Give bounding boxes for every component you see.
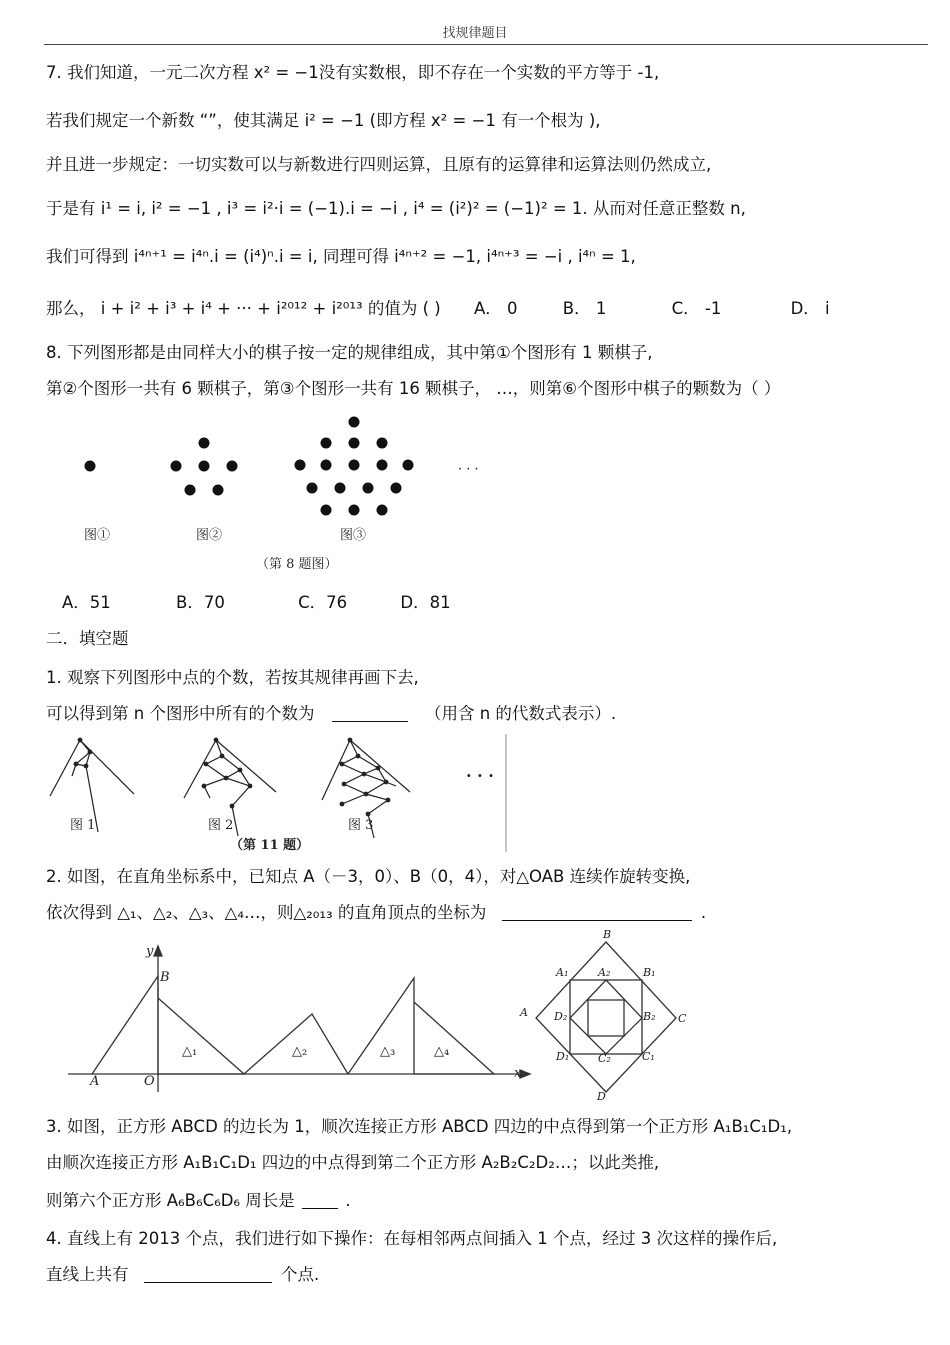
graph-label-t3: △₃ [380, 1044, 396, 1059]
graph-label-y: y [146, 944, 154, 959]
sq-label-d: D [597, 1090, 606, 1103]
chess-piece [321, 460, 332, 471]
graph-label-b: B [160, 970, 170, 985]
f1-fig-label-1: 图 1 [70, 818, 96, 833]
f1-figure-caption: （第 11 题） [230, 838, 310, 853]
sq-label-a2: A₂ [598, 966, 611, 979]
chess-piece [377, 460, 388, 471]
q8-ellipsis: · · · [458, 462, 479, 477]
page-header-title: 找规律题目 [442, 26, 508, 41]
triangle-4 [414, 1002, 494, 1074]
q8-line-1: 8. 下列图形都是由同样大小的棋子按一定的规律组成，其中第①个图形有 1 颗棋子, [46, 343, 653, 362]
f2-line-2-text: 依次得到 △₁、△₂、△₃、△₄…，则△₂₀₁₃ 的直角顶点的坐标为 [46, 903, 487, 922]
chess-piece [185, 485, 196, 496]
f3-line-1: 3. 如图，正方形 ABCD 的边长为 1，顺次连接正方形 ABCD 四边的中点得到第一个正方形 A₁B₁C₁D₁, [46, 1117, 793, 1136]
sq-label-b: B [603, 928, 612, 941]
sq-label-a1: A₁ [556, 966, 569, 979]
q8-option-a: A．51 [62, 593, 111, 612]
sq-label-c: C [678, 1012, 687, 1025]
sq-label-b1: B₁ [643, 966, 656, 979]
triangle-oab [92, 976, 158, 1074]
chess-piece [85, 461, 96, 472]
f3-line-3 [46, 1190, 351, 1212]
chess-piece [349, 417, 360, 428]
chess-piece [403, 460, 414, 471]
sq-label-c2: C₂ [598, 1052, 611, 1065]
chess-piece [377, 505, 388, 516]
q8-option-b: B．70 [176, 593, 225, 612]
f2-rotation-graph [66, 946, 536, 1096]
f2-line-2 [46, 902, 706, 924]
f2-line-1: 2. 如图，在直角坐标系中，已知点 A（－3，0）、B（0，4），对△OAB 连续作旋转变换, [46, 867, 691, 886]
f4-line-2-text: 直线上共有 [46, 1265, 129, 1284]
square-a2b2c2d2 [570, 980, 642, 1054]
chess-piece [391, 483, 402, 494]
f1-line-2-end: （用含 n 的代数式表示）. [424, 704, 617, 723]
f4-line-2-end: 个点. [281, 1265, 320, 1284]
chess-piece [227, 461, 238, 472]
q8-option-c: C．76 [298, 593, 348, 612]
graph-label-t2: △₂ [292, 1044, 308, 1059]
sq-label-c1: C₁ [642, 1050, 655, 1063]
f1-fig-label-3: 图 3 [348, 818, 374, 833]
q7-option-b: B． 1 [562, 299, 607, 318]
q7-option-c: C． -1 [671, 299, 722, 318]
f3-line-3-text: 则第六个正方形 A₆B₆C₆D₆ 周长是 [46, 1191, 295, 1210]
chess-piece [363, 483, 374, 494]
f1-line-2 [46, 703, 616, 725]
q7-line-6 [46, 298, 830, 320]
sq-label-d1: D₁ [556, 1050, 570, 1063]
f1-line-1: 1. 观察下列图形中点的个数，若按其规律再画下去, [46, 668, 419, 687]
chess-piece [295, 460, 306, 471]
chess-piece [213, 485, 224, 496]
f4-line-1: 4. 直线上有 2013 个点，我们进行如下操作：在每相邻两点间插入 1 个点，经过 3 次这样的操作后, [46, 1229, 778, 1248]
square-a3b3c3d3 [588, 1000, 624, 1036]
q7-line-5: 我们可得到 i⁴ⁿ⁺¹ = i⁴ⁿ.i = (i⁴)ⁿ.i = i, 同理可得 i⁴ⁿ⁺² = −1, i⁴ⁿ⁺³ = −i , i⁴ⁿ = 1, [46, 247, 636, 266]
section-fill-in-title: 二．填空题 [46, 629, 129, 648]
sq-label-a: A [520, 1006, 528, 1019]
header-rule [44, 44, 928, 45]
chess-piece [377, 438, 388, 449]
graph-label-a: A [90, 1074, 100, 1089]
triangle-3 [348, 978, 414, 1074]
chess-piece [321, 438, 332, 449]
f3-answer-blank[interactable] [302, 1192, 338, 1209]
sq-label-d2: D₂ [554, 1010, 568, 1023]
q8-chess-figures [60, 410, 500, 530]
q8-options [62, 592, 451, 614]
chess-piece [349, 505, 360, 516]
q7-line-1: 7. 我们知道，一元二次方程 x² = −1没有实数根，即不存在一个实数的平方等于 -1, [46, 63, 660, 82]
q8-fig-label-1: 图① [84, 528, 111, 543]
chess-piece [171, 461, 182, 472]
chess-piece [307, 483, 318, 494]
q7-line-4: 于是有 i¹ = i, i² = −1 , i³ = i²·i = (−1).i = −i , i⁴ = (i²)² = (−1)² = 1. 从而对任意正整数 n, [46, 199, 746, 218]
chess-piece [349, 438, 360, 449]
q7-line-2: 若我们规定一个新数 “”，使其满足 i² = −1 (即方程 x² = −1 有一个根为 ), [46, 111, 601, 130]
f1-line-2-text: 可以得到第 n 个图形中所有的个数为 [46, 704, 315, 723]
f2-line-2-end: . [700, 903, 707, 922]
q8-fig-label-2: 图② [196, 528, 223, 543]
q7-option-a: A． 0 [474, 299, 518, 318]
q7-line-3: 并且进一步规定：一切实数可以与新数进行四则运算，且原有的运算律和运算法则仍然成立, [46, 155, 712, 174]
q8-line-2: 第②个图形一共有 6 颗棋子，第③个图形一共有 16 颗棋子， …，则第⑥个图形中棋子的颗数为（ ） [46, 379, 781, 398]
q8-fig-label-3: 图③ [340, 528, 367, 543]
chess-piece [349, 460, 360, 471]
f3-line-2: 由顺次连接正方形 A₁B₁C₁D₁ 四边的中点得到第二个正方形 A₂B₂C₂D₂…；以此类推, [46, 1153, 660, 1172]
chess-piece [199, 461, 210, 472]
q7-question: 那么， i + i² + i³ + i⁴ + ··· + i²⁰¹² + i²⁰¹³ 的值为 ( ) [46, 299, 441, 318]
f1-ellipsis: · · · [466, 766, 494, 785]
sq-label-b2: B₂ [643, 1010, 656, 1023]
q8-figure-caption: （第 8 题图） [256, 557, 338, 572]
f4-line-2 [46, 1264, 319, 1286]
f2-answer-blank[interactable] [502, 904, 692, 921]
triangle-1 [158, 998, 244, 1074]
graph-label-t4: △₄ [434, 1044, 450, 1059]
q7-option-d: D． i [790, 299, 830, 318]
f1-answer-blank[interactable] [332, 705, 408, 722]
square-a1b1c1d1 [570, 980, 642, 1054]
chess-piece [321, 505, 332, 516]
graph-label-o: O [144, 1074, 155, 1089]
f4-answer-blank[interactable] [144, 1266, 272, 1283]
f3-line-3-end: . [345, 1191, 351, 1210]
chess-piece [199, 438, 210, 449]
graph-label-t1: △₁ [182, 1044, 198, 1059]
q8-option-d: D．81 [400, 593, 451, 612]
graph-label-x: x [514, 1066, 522, 1081]
f1-fig-label-2: 图 2 [208, 818, 234, 833]
chess-piece [335, 483, 346, 494]
